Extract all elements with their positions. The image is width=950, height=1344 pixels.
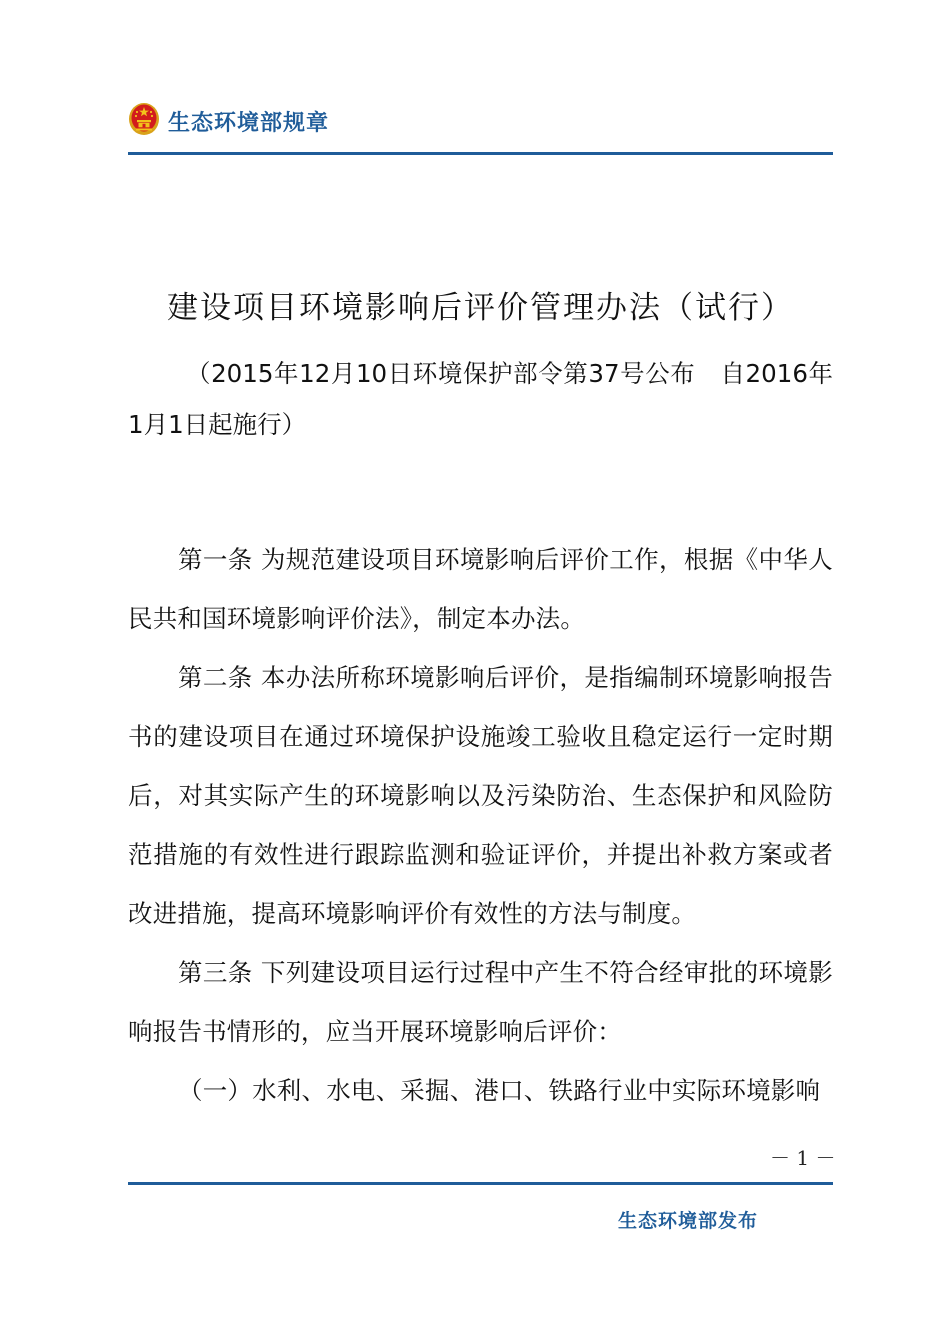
document-title: 建设项目环境影响后评价管理办法（试行） — [167, 290, 794, 326]
national-emblem-icon — [128, 102, 160, 136]
header-title: 生态环境部规章 — [168, 111, 330, 136]
promulgation-note: （2015年12月10日环境保护部令第37号公布 自2016年1月1日起施行） — [128, 359, 833, 439]
document-body — [128, 530, 833, 1120]
footer-publisher: 生态环境部发布 — [618, 1210, 759, 1232]
article-3: 第三条 下列建设项目运行过程中产生不符合经审批的环境影响报告书情形的，应当开展环境影响后评价： — [128, 958, 833, 1046]
page-header — [128, 100, 833, 156]
header-divider — [128, 152, 833, 155]
article-2: 第二条 本办法所称环境影响后评价，是指编制环境影响报告书的建设项目在通过环境保护设施竣工验收且稳定运行一定时期后，对其实际产生的环境影响以及污染防治、生态保护和风险防范措施的有效性进行跟踪监测和验证评价，并提出补救方案或者改进措施，提高环境影响评价有效性的方法与制度。 — [128, 663, 833, 928]
article-1: 第一条 为规范建设项目环境影响后评价工作，根据《中华人民共和国环境影响评价法》，制定本办法。 — [128, 545, 833, 633]
footer-divider — [128, 1182, 833, 1185]
page-number: － 1 － — [770, 1146, 836, 1170]
article-3-item-1: （一）水利、水电、采掘、港口、铁路行业中实际环境影响 — [178, 1076, 821, 1105]
